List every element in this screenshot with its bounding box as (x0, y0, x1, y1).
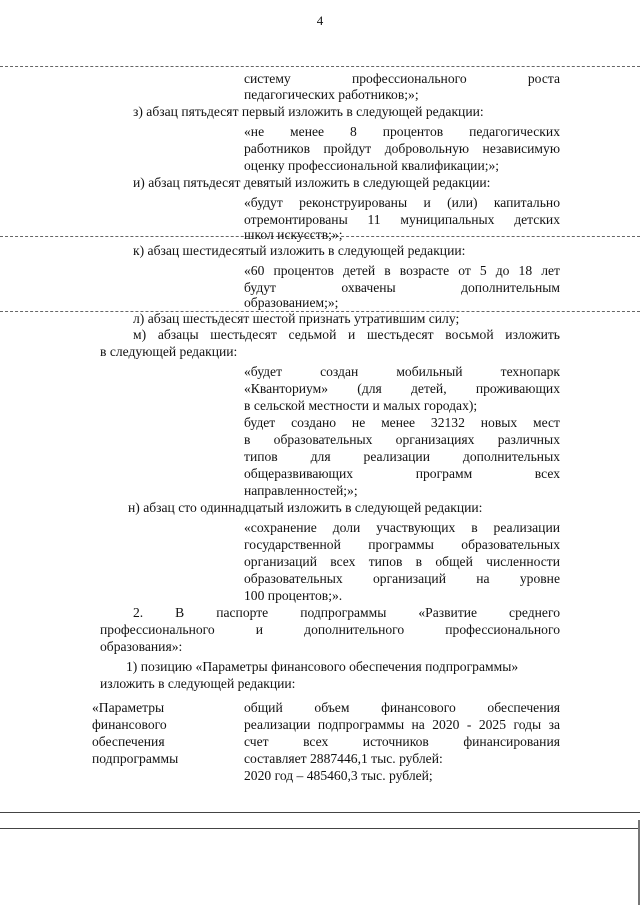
text-line: 2. В паспорте подпрограммы «Развитие среднего (133, 605, 560, 620)
text-line: з) абзац пятьдесят первый изложить в следующей редакции: (133, 104, 484, 119)
table-right-line: реализации подпрограммы на 2020 - 2025 годы за (244, 717, 560, 732)
scan-rule-4 (0, 812, 640, 813)
text-line: образованием;»; (244, 295, 339, 310)
text-line: педагогических работников;»; (244, 87, 419, 102)
text-line: «будут реконструированы и (или) капитально (244, 195, 560, 210)
text-line: работников пройдут добровольную независимую (244, 141, 560, 156)
text-line: в образовательных организациях различных (244, 432, 560, 447)
scan-rule-1 (0, 66, 640, 67)
text-line: «не менее 8 процентов педагогических (244, 124, 560, 139)
text-line: «60 процентов детей в возрасте от 5 до 18 лет (244, 263, 560, 278)
table-left-line: обеспечения (92, 734, 165, 749)
scan-rule-5 (0, 828, 640, 829)
text-line: образования»: (100, 639, 183, 654)
text-line: организаций всех типов в общей численности (244, 554, 560, 569)
text-line: отремонтированы 11 муниципальных детских (244, 212, 560, 227)
text-line: «сохранение доли участвующих в реализации (244, 520, 560, 535)
page-number: 4 (316, 13, 324, 28)
table-right-line: составляет 2887446,1 тыс. рублей: (244, 751, 443, 766)
text-line: 1) позицию «Параметры финансового обеспечения подпрограммы» (126, 659, 519, 674)
text-line: в следующей редакции: (100, 344, 238, 359)
text-line: будет создано не менее 32132 новых мест (244, 415, 560, 430)
text-line: государственной программы образовательных (244, 537, 560, 552)
text-line: типов для реализации дополнительных (244, 449, 560, 464)
text-line: 100 процентов;». (244, 588, 343, 603)
text-line: направленностей;»; (244, 483, 358, 498)
text-line: образовательных организаций на уровне (244, 571, 560, 586)
text-line: л) абзац шестьдесят шестой признать утратившим силу; (133, 311, 460, 326)
table-left-line: подпрограммы (92, 751, 179, 766)
text-line: н) абзац сто одиннадцатый изложить в следующей редакции: (128, 500, 483, 515)
table-right-line: общий объем финансового обеспечения (244, 700, 560, 715)
text-line: «Кванториум» (для детей, проживающих (244, 381, 560, 396)
text-line: м) абзацы шестьдесят седьмой и шестьдесят восьмой изложить (133, 327, 560, 342)
text-line: школ искусств;»; (244, 227, 343, 242)
table-left-line: «Параметры (92, 700, 165, 715)
text-line: к) абзац шестидесятый изложить в следующей редакции: (133, 243, 466, 258)
table-left-line: финансового (92, 717, 167, 732)
text-line: систему профессионального роста (244, 71, 560, 86)
text-line: в сельской местности и малых городах); (244, 398, 478, 413)
text-line: оценку профессиональной квалификации;»; (244, 158, 500, 173)
table-right-line: счет всех источников финансирования (244, 734, 560, 749)
text-line: и) абзац пятьдесят девятый изложить в следующей редакции: (133, 175, 491, 190)
text-line: профессионального и дополнительного профессионального (100, 622, 560, 637)
text-line: изложить в следующей редакции: (100, 676, 296, 691)
text-line: общеразвивающих программ всех (244, 466, 560, 481)
text-line: будут охвачены дополнительным (244, 280, 560, 295)
table-right-line: 2020 год – 485460,3 тыс. рублей; (244, 768, 433, 783)
text-line: «будет создан мобильный технопарк (244, 364, 560, 379)
